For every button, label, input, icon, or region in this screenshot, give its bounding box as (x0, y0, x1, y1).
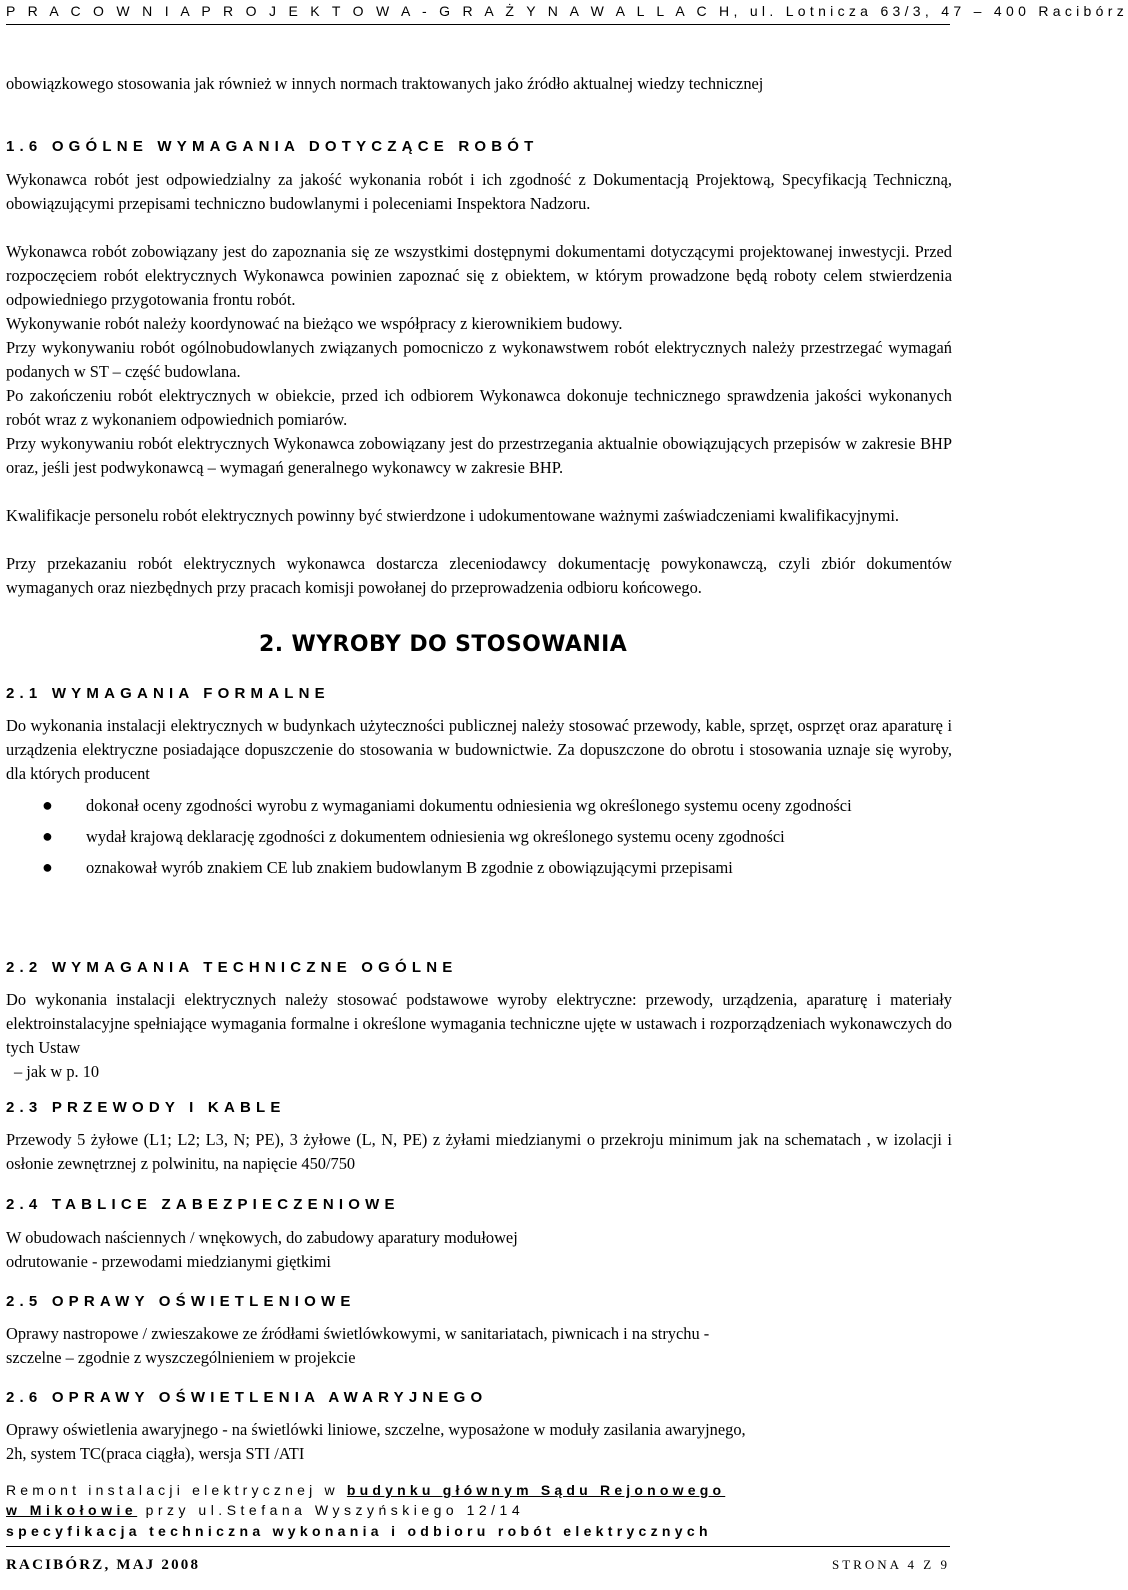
section-1-6-paragraph-1: Wykonawca robót jest odpowiedzialny za jakość wykonania robót i ich zgodność z Dokumentacją Projektową, Specyfikacją Techniczną, obowiązującymi przepisami techniczno budowlanymi i poleceniami Inspektora Nadzoru. (6, 170, 952, 213)
footer-project-line-2: w Mikołowie przy ul.Stefana Wyszyńskiego 12/14 (6, 1502, 525, 1518)
bullet-icon: ● (42, 857, 53, 877)
section-1-6-paragraph-6: Przy wykonywaniu robót elektrycznych Wykonawca zobowiązany jest do przestrzegania aktualnie obowiązujących przepisów w zakresie BHP oraz, jeśli jest podwykonawcą – wymagań generalnego wykonawcy w zakresie BHP. (6, 434, 952, 477)
footer-project-line-1: Remont instalacji elektrycznej w budynku głównym Sądu Rejonowego (6, 1482, 726, 1498)
section-2-5-heading: 2.5 OPRAWY OŚWIETLENIOWE (6, 1293, 356, 1310)
list-item: ● dokonał oceny zgodności wyrobu z wymaganiami dokumentu odniesienia wg określonego systemu oceny zgodności (0, 790, 952, 821)
section-1-6-paragraph-4: Przy wykonywaniu robót ogólnobudowlanych związanych pomocniczo z wykonawstwem robót elektrycznych należy przestrzegać wymagań podanych w ST – część budowlana. (6, 338, 952, 381)
section-2-6-heading: 2.6 OPRAWY OŚWIETLENIA AWARYJNEGO (6, 1389, 488, 1406)
section-2-3-heading: 2.3 PRZEWODY I KABLE (6, 1099, 286, 1116)
section-2-6-line-1: Oprawy oświetlenia awaryjnego - na świetlówki liniowe, szczelne, wyposażone w moduły zasilania awaryjnego, (6, 1420, 746, 1439)
list-item: ● oznakował wyrób znakiem CE lub znakiem budowlanym B zgodnie z obowiązującymi przepisami (0, 852, 952, 883)
section-2-3-paragraph: Przewody 5 żyłowe (L1; L2; L3, N; PE), 3 żyłowe (L, N, PE) z żyłami miedzianymi o przekroju minimum jak na schematach , w izolacji i osłonie zewnętrznej z polwinitu, na napięcie 450/750 (6, 1130, 952, 1173)
section-2-5-line-2: szczelne – zgodnie z wyszczególnieniem w projekcie (6, 1348, 356, 1367)
section-2-2-reference: – jak w p. 10 (14, 1062, 100, 1081)
page-number: STRONA 4 Z 9 (832, 1557, 950, 1572)
header-divider (6, 24, 950, 25)
page-header: P R A C O W N I A P R O J E K T O W A - G R A Ż Y N A W A L L A C H, ul. Lotnicza 63/3, 47 – 400 Racibórz (6, 3, 1128, 19)
section-2-5-line-1: Oprawy nastropowe / zwieszakowe ze źródłami świetlówkowymi, w sanitariatach, piwnicach i na strychu - (6, 1324, 710, 1343)
section-1-6-paragraph-7: Kwalifikacje personelu robót elektrycznych powinny być stwierdzone i udokumentowane ważnymi zaświadczeniami kwalifikacyjnymi. (6, 506, 899, 525)
footer-place-date: RACIBÓRZ, MAJ 2008 (6, 1557, 201, 1573)
footer-divider (6, 1546, 950, 1547)
section-1-6-paragraph-5: Po zakończeniu robót elektrycznych w obiekcie, przed ich odbiorem Wykonawca dokonuje technicznego sprawdzenia jakości wykonanych robót wraz z wykonaniem odpowiednich pomiarów. (6, 386, 952, 429)
section-2-4-heading: 2.4 TABLICE ZABEZPIECZENIOWE (6, 1196, 400, 1213)
section-2-6-line-2: 2h, system TC(praca ciągła), wersja STI /ATI (6, 1444, 305, 1463)
producent-conditions-list (0, 790, 952, 883)
section-1-6-paragraph-2: Wykonawca robót zobowiązany jest do zapoznania się ze wszystkimi dostępnymi dokumentami dotyczącymi projektowanej inwestycji. Przed rozpoczęciem robót elektrycznych Wykonawca powinien zapoznać się z obiektem, w którym prowadzone będą roboty celem stwierdzenia odpowiedniego przygotowania frontu robót. (6, 242, 952, 309)
section-2-4-line-1: W obudowach naściennych / wnękowych, do zabudowy aparatury modułowej (6, 1228, 518, 1247)
list-item: ● wydał krajową deklarację zgodności z dokumentem odniesienia wg określonego systemu oceny zgodności (0, 821, 952, 852)
section-2-1-heading: 2.1 WYMAGANIA FORMALNE (6, 685, 330, 702)
section-2-2-heading: 2.2 WYMAGANIA TECHNICZNE OGÓLNE (6, 959, 458, 976)
intro-paragraph: obowiązkowego stosowania jak również w innych normach traktowanych jako źródło aktualnej wiedzy technicznej (6, 74, 764, 93)
chapter-title: 2. WYROBY DO STOSOWANIA (259, 632, 628, 657)
bullet-icon: ● (42, 795, 53, 815)
footer-document-title: specyfikacja techniczna wykonania i odbioru robót elektrycznych (6, 1523, 712, 1539)
bullet-icon: ● (42, 826, 53, 846)
section-2-1-paragraph: Do wykonania instalacji elektrycznych w budynkach użyteczności publicznej należy stosować przewody, kable, sprzęt, osprzęt oraz aparaturę i urządzenia elektryczne posiadające dopuszczenie do stosowania w budownictwie. Za dopuszczone do obrotu i stosowania uznaje się wyroby, dla których producent (6, 716, 952, 783)
section-2-4-line-2: odrutowanie - przewodami miedzianymi giętkimi (6, 1252, 331, 1271)
section-1-6-paragraph-3: Wykonywanie robót należy koordynować na bieżąco we współpracy z kierownikiem budowy. (6, 314, 623, 333)
section-1-6-heading: 1.6 OGÓLNE WYMAGANIA DOTYCZĄCE ROBÓT (6, 138, 539, 155)
section-2-2-paragraph: Do wykonania instalacji elektrycznych należy stosować podstawowe wyroby elektryczne: przewody, urządzenia, aparaturę i materiały elektroinstalacyjne spełniające wymagania formalne i określone wymagania techniczne ujęte w ustawach i rozporządzeniach wykonawczych do tych Ustaw (6, 990, 952, 1057)
section-1-6-paragraph-8: Przy przekazaniu robót elektrycznych wykonawca dostarcza zleceniodawcy dokumentację powykonawczą, czyli zbiór dokumentów wymaganych oraz niezbędnych przy pracach komisji powołanej do przeprowadzenia odbioru końcowego. (6, 554, 952, 597)
